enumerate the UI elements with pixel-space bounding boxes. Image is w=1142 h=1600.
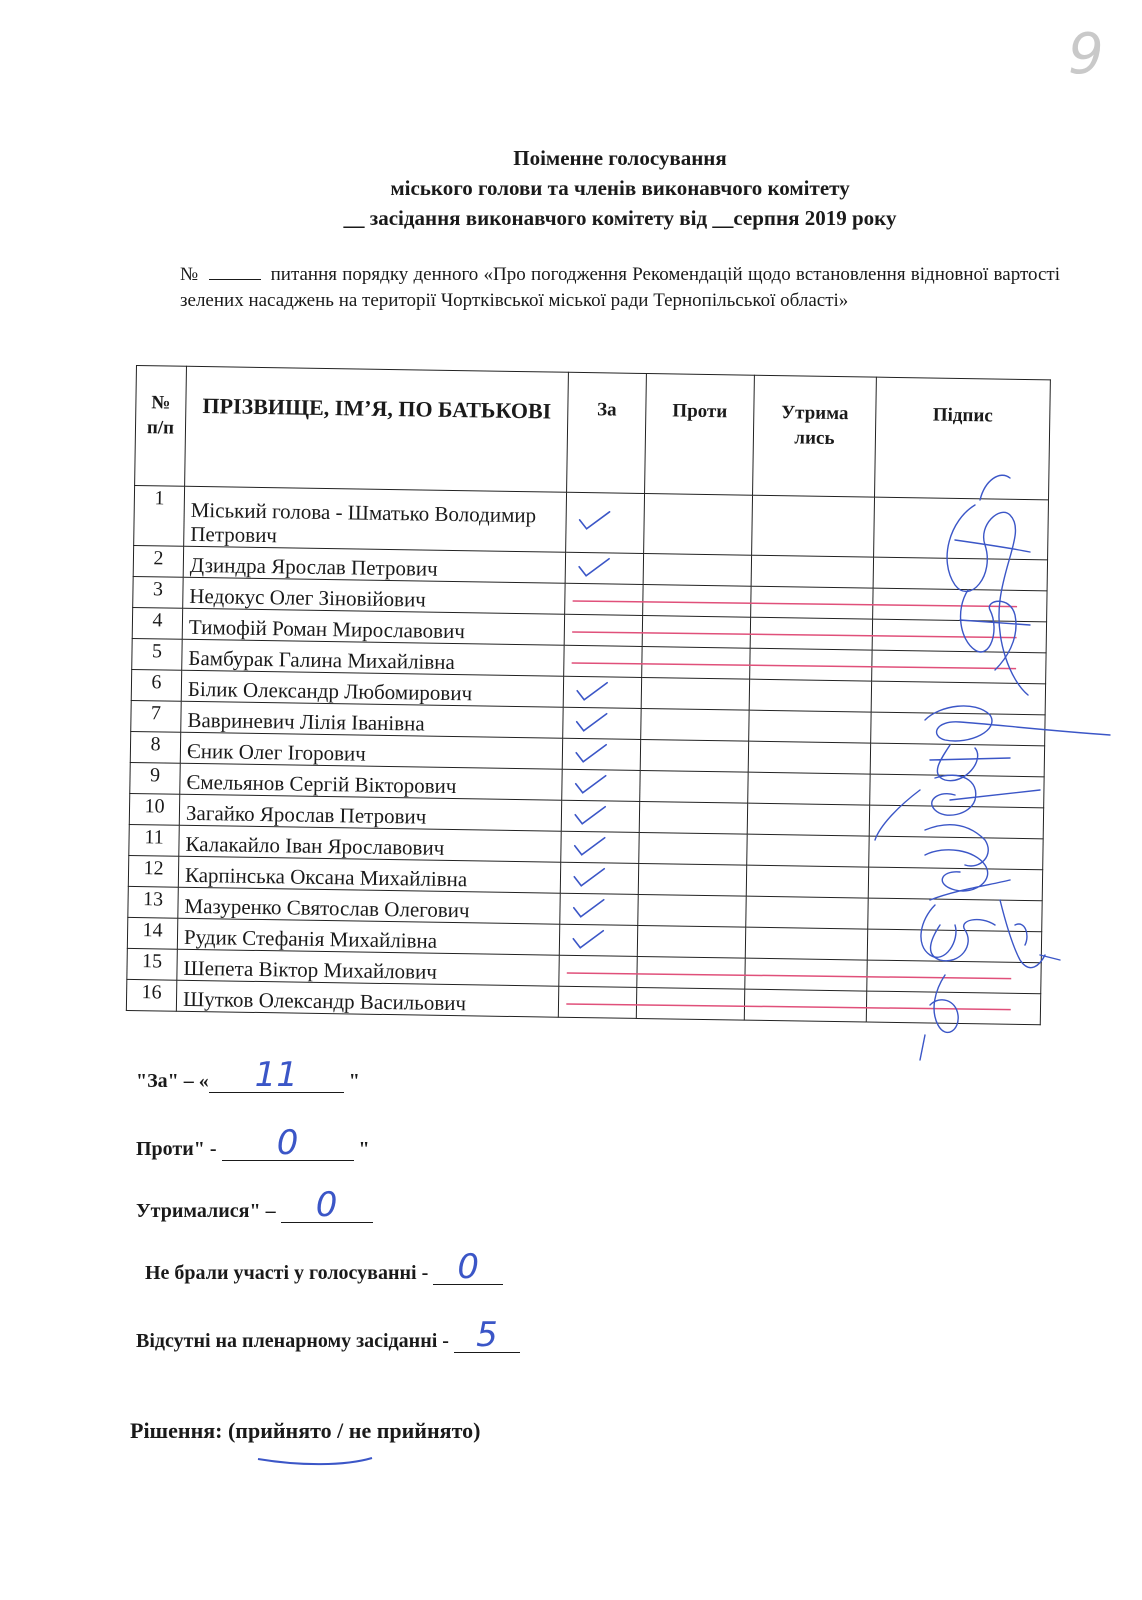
signature-cell (866, 991, 1040, 1025)
header-pidpys: Підпис (875, 377, 1051, 500)
decision-label: Рішення: ( (130, 1418, 236, 1443)
row-number: 4 (132, 607, 182, 639)
row-number: 16 (126, 979, 176, 1011)
row-number: 13 (128, 886, 178, 918)
summary-proty-close: " (353, 1138, 370, 1160)
summary-vidsutni (136, 1315, 520, 1355)
vote-utrymalys-cell (744, 989, 866, 1022)
vote-proty-cell (643, 553, 751, 586)
summary-za-value: 11 (254, 1055, 298, 1095)
summary-proty (136, 1123, 370, 1163)
decision-not-accepted: не прийнято (348, 1418, 474, 1443)
signature-cell (867, 929, 1041, 963)
summary-ne-braly (145, 1247, 503, 1287)
vote-za-cell (565, 583, 643, 615)
signature-cell (874, 497, 1049, 560)
vote-za-cell (558, 986, 636, 1018)
vote-utrymalys-cell (746, 896, 868, 929)
title-line-2: міського голови та членів виконавчого комітету (390, 176, 850, 200)
table-body (126, 485, 1048, 1024)
row-number: 5 (132, 638, 182, 670)
vote-proty-cell (639, 832, 747, 865)
vote-utrymalys-cell (751, 555, 873, 588)
vote-za-cell (565, 552, 643, 584)
summary-za-label: "За" – « (136, 1070, 209, 1092)
signature-cell (873, 557, 1047, 591)
summary-za-field (209, 1055, 344, 1095)
accepted-underline (258, 1458, 372, 1464)
vote-za-cell (562, 738, 640, 770)
vote-proty-cell (641, 677, 749, 710)
signature-cell (870, 774, 1044, 808)
member-name: Калакайло Іван Ярославович (179, 825, 561, 862)
agenda-item (180, 262, 1060, 314)
vote-proty-cell (644, 494, 753, 556)
member-name: Шепета Віктор Михайлович (177, 949, 559, 986)
vote-za-cell (560, 893, 638, 925)
vote-za-cell (566, 492, 645, 553)
page-number: 9 (1068, 22, 1104, 87)
header-name: ПРІЗВИЩЕ, ІМ’Я, ПО БАТЬКОВІ (185, 366, 569, 492)
number-sign: № (180, 264, 199, 285)
member-name: Загайко Ярослав Петрович (179, 794, 561, 831)
title-line-1: Поіменне голосування (513, 146, 727, 170)
vote-proty-cell (637, 925, 745, 958)
header-proty: Проти (645, 374, 755, 496)
vote-za-cell (564, 645, 642, 677)
summary-utrymalysia-field (281, 1185, 373, 1225)
vote-za-cell (561, 800, 639, 832)
row-number: 7 (131, 700, 181, 732)
row-number: 14 (127, 917, 177, 949)
vote-za-cell (560, 862, 638, 894)
summary-proty-field (222, 1123, 354, 1163)
vote-proty-cell (641, 708, 749, 741)
row-number: 6 (131, 669, 181, 701)
summary-za-close: " (343, 1070, 360, 1092)
member-name: Дзиндра Ярослав Петрович (183, 546, 565, 583)
row-number: 3 (133, 576, 183, 608)
vote-za-cell (563, 676, 641, 708)
decision-separator: / (331, 1418, 349, 1443)
summary-ne-braly-label: Не брали участі у голосуванні - (145, 1262, 434, 1284)
summary-utrymalysia (136, 1185, 373, 1225)
voting-table (126, 365, 1051, 1025)
member-name: Недокус Олег Зіновійович (183, 577, 565, 614)
agenda-text: питання порядку денного «Про погодження Рекомендацій щодо встановлення відновної вартості зелених насаджень на території Чортківської міської ради Тернопільської області» (180, 264, 1060, 311)
member-name: Рудик Стефанія Михайлівна (177, 918, 559, 955)
decision-accepted: прийнято (235, 1418, 332, 1443)
vote-proty-cell (642, 615, 750, 648)
signature-cell (869, 836, 1043, 870)
voting-table-wrapper (126, 365, 1050, 1025)
vote-utrymalys-cell (748, 772, 870, 805)
vote-za-cell (562, 769, 640, 801)
row-number: 2 (133, 545, 183, 577)
vote-proty-cell (637, 956, 745, 989)
signature-cell (869, 805, 1043, 839)
table-header-row (135, 366, 1051, 500)
summary-vidsutni-label: Відсутні на пленарному засіданні - (136, 1330, 454, 1352)
signature-cell (870, 743, 1044, 777)
vote-utrymalys-cell (746, 865, 868, 898)
vote-proty-cell (643, 584, 751, 617)
member-name: Ємельянов Сергій Вікторович (180, 763, 562, 800)
summary-proty-value: 0 (276, 1123, 299, 1163)
signature-cell (873, 588, 1047, 622)
vote-utrymalys-cell (751, 586, 873, 619)
vote-utrymalys-cell (748, 741, 870, 774)
decision-close: ) (473, 1418, 481, 1443)
summary-ne-braly-value: 0 (457, 1247, 480, 1287)
vote-utrymalys-cell (745, 927, 867, 960)
vote-proty-cell (638, 894, 746, 927)
signature-cell (868, 867, 1042, 901)
header-za: За (567, 372, 647, 493)
signature-cell (868, 898, 1042, 932)
summary-proty-label: Проти" - (136, 1138, 222, 1160)
vote-utrymalys-cell (745, 958, 867, 991)
member-name: Тимофій Роман Мирославович (182, 608, 564, 645)
signature-cell (871, 712, 1045, 746)
member-name: Карпінська Оксана Михайлівна (178, 856, 560, 893)
row-number: 11 (129, 824, 179, 856)
vote-proty-cell (636, 987, 744, 1020)
signature-cell (872, 650, 1046, 684)
vote-utrymalys-cell (750, 648, 872, 681)
member-name: Бамбурак Галина Михайлівна (182, 639, 564, 676)
vote-proty-cell (640, 739, 748, 772)
row-number: 15 (127, 948, 177, 980)
vote-za-cell (559, 955, 637, 987)
row-number: 8 (130, 731, 180, 763)
member-name: Білик Олександр Любомирович (181, 670, 563, 707)
summary-vidsutni-value: 5 (476, 1315, 498, 1355)
signature-cell (872, 619, 1046, 653)
member-name: Шутков Олександр Васильович (176, 980, 558, 1017)
member-name: Міський голова - Шматько Володимир Петрович (184, 486, 567, 552)
member-name: Вавриневич Лілія Іванівна (181, 701, 563, 738)
vote-proty-cell (642, 646, 750, 679)
header-num: № п/п (135, 366, 187, 487)
row-number: 9 (130, 762, 180, 794)
signature-cell (867, 960, 1041, 994)
vote-utrymalys-cell (747, 803, 869, 836)
summary-ne-braly-field (433, 1247, 503, 1287)
summary-vidsutni-field (454, 1315, 520, 1355)
vote-utrymalys-cell (750, 617, 872, 650)
vote-za-cell (563, 707, 641, 739)
vote-proty-cell (639, 801, 747, 834)
vote-utrymalys-cell (749, 710, 871, 743)
vote-proty-cell (640, 770, 748, 803)
row-number: 12 (128, 855, 178, 887)
row-number: 10 (129, 793, 179, 825)
summary-za (136, 1055, 360, 1095)
vote-proty-cell (638, 863, 746, 896)
vote-za-cell (564, 614, 642, 646)
header-utrymalys: Утрима лись (753, 375, 877, 497)
agenda-number-blank (209, 279, 261, 280)
decision (130, 1418, 480, 1444)
document-title (180, 143, 1060, 233)
title-line-3: __ засідання виконавчого комітету від __серпня 2019 року (343, 206, 897, 230)
signature-cell (871, 681, 1045, 715)
vote-utrymalys-cell (747, 834, 869, 867)
summary-utrymalysia-value: 0 (315, 1185, 338, 1225)
vote-za-cell (561, 831, 639, 863)
vote-za-cell (559, 924, 637, 956)
summary-utrymalysia-label: Утрималися" – (136, 1200, 281, 1222)
member-name: Єник Олег Ігорович (180, 732, 562, 769)
vote-utrymalys-cell (752, 495, 875, 557)
row-number: 1 (134, 485, 185, 546)
vote-utrymalys-cell (749, 679, 871, 712)
member-name: Мазуренко Святослав Олегович (178, 887, 560, 924)
